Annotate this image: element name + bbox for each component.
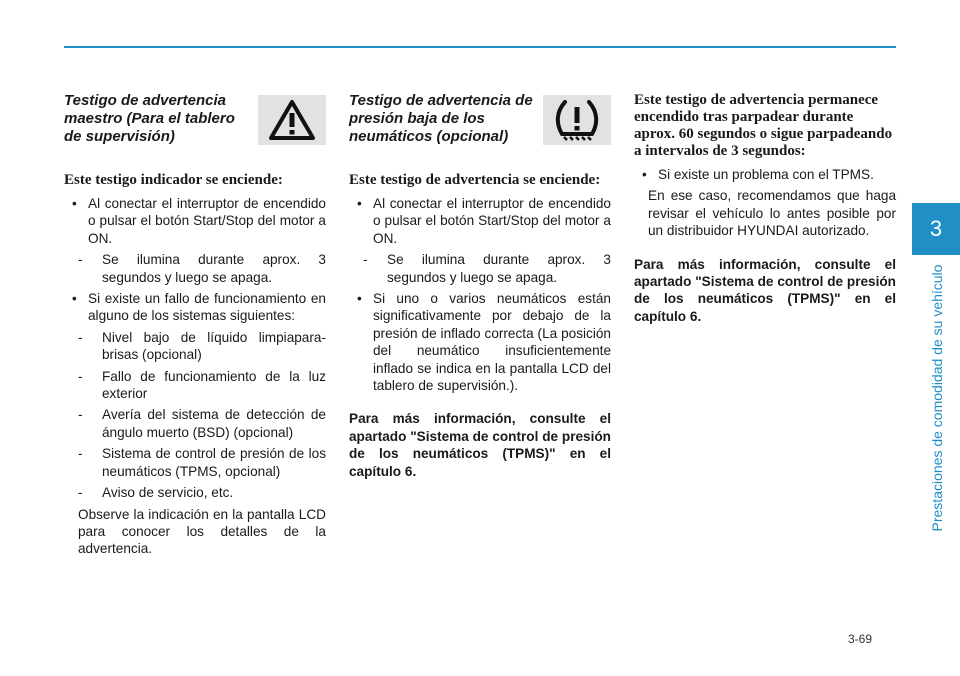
section-title: Prestaciones de comodidad de su vehículo <box>929 264 945 532</box>
list-item: • Al conectar el interruptor de encendido o pulsar el botón Start/Stop del motor a ON. <box>349 195 611 247</box>
warning-triangle-icon <box>268 99 316 141</box>
tire-pressure-title: Testigo de advertencia de presión baja de los neumáticos (opcional) <box>349 92 533 145</box>
list-subitem: - Avería del sistema de detección de ángulo muerto (BSD) (opcional) <box>78 406 326 441</box>
list-item: • Si uno o varios neumáticos están significativamente por debajo de la presión de inflado correcta (La posición del neumático insuficientemente inflado se indica en la pantalla LCD del tablero de supervisión.). <box>349 290 611 394</box>
tire-pressure-lead: Este testigo de advertencia se enciende: <box>349 172 601 188</box>
tpms-blink-note: En ese caso, recomendamos que haga revisar el vehículo lo antes posible por un distribuidor HYUNDAI autorizado. <box>648 188 896 239</box>
list-subitem: - Aviso de servicio, etc. <box>78 484 326 501</box>
tire-pressure-icon <box>552 98 602 142</box>
column-master-warning <box>64 92 326 558</box>
section-number: 3 <box>929 216 943 241</box>
list-subitem: - Fallo de funcionamiento de la luz exterior <box>78 368 326 403</box>
tpms-blink-lead: Este testigo de advertencia permanece encendido tras parpadear durante aprox. 60 segundos o sigue parpadeando a intervalos de 3 segundos: <box>634 92 893 159</box>
master-warning-lead: Este testigo indicador se enciende: <box>64 172 283 188</box>
master-warning-icon-box <box>258 95 326 145</box>
tire-pressure-header <box>349 92 611 156</box>
tpms-blink-reference: Para más información, consulte el apartado "Sistema de control de presión de los neumáticos (TPMS)" en el capítulo 6. <box>634 256 896 324</box>
tire-pressure-reference: Para más información, consulte el apartado "Sistema de control de presión de los neumáticos (TPMS)" en el capítulo 6. <box>349 411 611 479</box>
list-item: • Si existe un problema con el TPMS. <box>634 166 896 183</box>
list-item: • Al conectar el interruptor de encendido o pulsar el botón Start/Stop del motor a ON. <box>64 195 326 247</box>
tire-pressure-icon-box <box>543 95 611 145</box>
master-warning-note: Observe la indicación en la pantalla LCD para conocer los detalles de la advertencia. <box>78 506 326 557</box>
master-warning-title: Testigo de advertencia maestro (Para el tablero de supervisión) <box>64 92 235 145</box>
master-warning-header <box>64 92 326 156</box>
list-subitem: - Se ilumina durante aprox. 3 segundos y luego se apaga. <box>78 251 326 286</box>
header-rule <box>64 46 896 48</box>
list-item: • Si existe un fallo de funcionamiento en alguno de los sistemas siguientes: <box>64 290 326 325</box>
column-tire-pressure <box>349 92 611 480</box>
list-subitem: - Se ilumina durante aprox. 3 segundos y luego se apaga. <box>363 251 611 286</box>
page-number: 3-69 <box>848 632 873 646</box>
column-tpms-blink <box>634 92 896 325</box>
list-subitem: - Sistema de control de presión de los neumáticos (TPMS, opcional) <box>78 445 326 480</box>
list-subitem: - Nivel bajo de líquido limpiapara-brisas (opcional) <box>78 329 326 364</box>
